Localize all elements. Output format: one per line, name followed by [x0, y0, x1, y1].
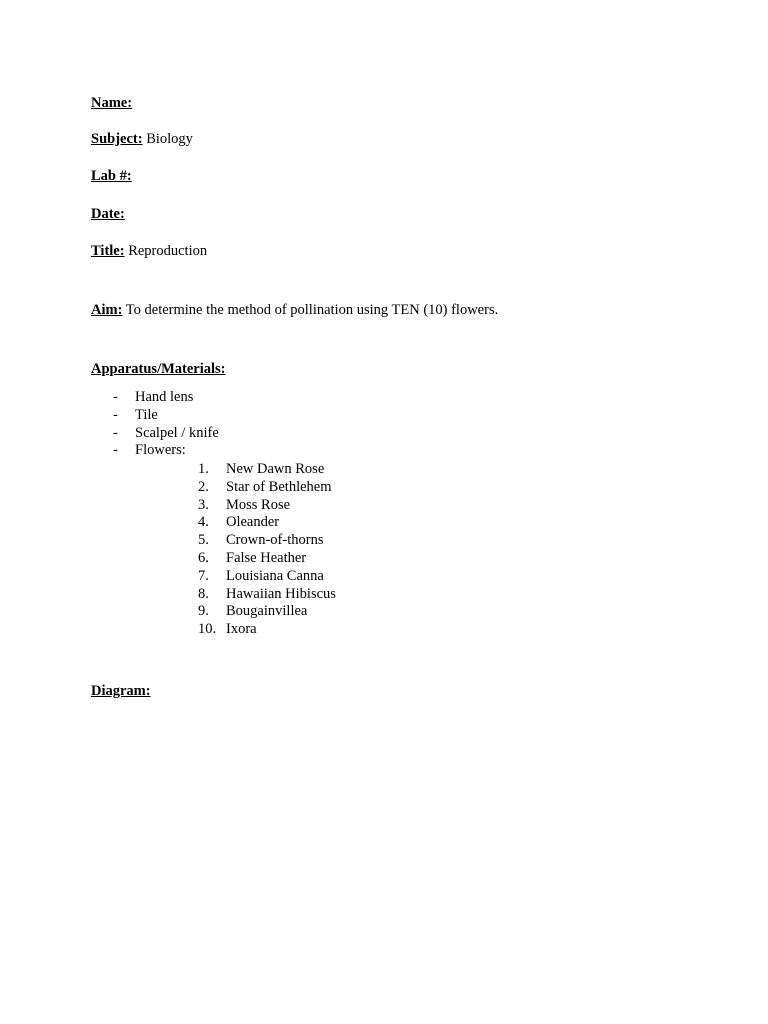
diagram-label: Diagram: — [91, 683, 151, 699]
list-item — [113, 407, 219, 425]
lab-field — [91, 167, 132, 185]
list-number: 4. — [198, 514, 209, 531]
name-label: Name: — [91, 95, 133, 111]
list-number: 5. — [198, 532, 209, 549]
aim-field — [91, 301, 498, 319]
list-item-text: Hand lens — [135, 389, 194, 405]
lab-label: Lab #: — [91, 168, 132, 184]
list-bullet: - — [113, 424, 118, 441]
list-item-text: Ixora — [226, 621, 257, 638]
list-bullet: - — [113, 389, 118, 405]
list-bullet: - — [113, 442, 118, 459]
list-item-text: Bougainvillea — [226, 603, 308, 620]
list-item-text: Moss Rose — [226, 496, 291, 513]
aim-text: To determine the method of pollination using TEN (10) flowers. — [125, 302, 499, 318]
list-item-text: Crown-of-thorns — [226, 532, 324, 549]
subject-field — [91, 130, 193, 148]
list-item — [198, 532, 336, 550]
list-bullet: - — [113, 406, 118, 423]
apparatus-heading — [91, 360, 226, 378]
list-item-text: Tile — [135, 406, 158, 423]
list-item-text: Louisiana Canna — [226, 567, 324, 584]
list-number: 3. — [198, 496, 209, 513]
list-number: 7. — [198, 567, 209, 584]
list-item-text: False Heather — [226, 549, 307, 566]
date-label: Date: — [91, 206, 125, 222]
list-item — [198, 550, 336, 568]
list-item — [198, 603, 336, 621]
title-label: Title: — [91, 243, 125, 259]
aim-label: Aim: — [91, 302, 123, 318]
list-item — [113, 425, 219, 443]
list-number: 6. — [198, 549, 209, 566]
list-item-text: New Dawn Rose — [226, 461, 325, 477]
list-number: 9. — [198, 603, 209, 620]
list-item — [198, 568, 336, 586]
flowers-list — [198, 461, 336, 639]
list-number: 2. — [198, 478, 209, 495]
list-item — [113, 389, 219, 407]
list-item — [198, 497, 336, 515]
list-number: 10. — [198, 621, 217, 638]
list-item — [198, 479, 336, 497]
title-value: Reproduction — [128, 243, 208, 259]
date-field — [91, 205, 125, 223]
list-number: 1. — [198, 461, 209, 477]
name-field — [91, 94, 132, 112]
list-item-text: Scalpel / knife — [135, 424, 219, 441]
list-item-text: Flowers: — [135, 442, 186, 459]
apparatus-list — [113, 389, 219, 460]
list-item — [198, 514, 336, 532]
list-item — [113, 442, 219, 460]
list-item-text: Hawaiian Hibiscus — [226, 585, 336, 602]
list-item — [198, 586, 336, 604]
list-item — [198, 461, 336, 479]
title-field — [91, 242, 207, 260]
list-item — [198, 621, 336, 639]
diagram-heading — [91, 682, 151, 700]
subject-value: Biology — [146, 131, 193, 147]
list-number: 8. — [198, 585, 209, 602]
list-item-text: Star of Bethlehem — [226, 478, 332, 495]
apparatus-label: Apparatus/Materials: — [91, 361, 226, 377]
list-item-text: Oleander — [226, 514, 280, 531]
subject-label: Subject: — [91, 131, 143, 147]
